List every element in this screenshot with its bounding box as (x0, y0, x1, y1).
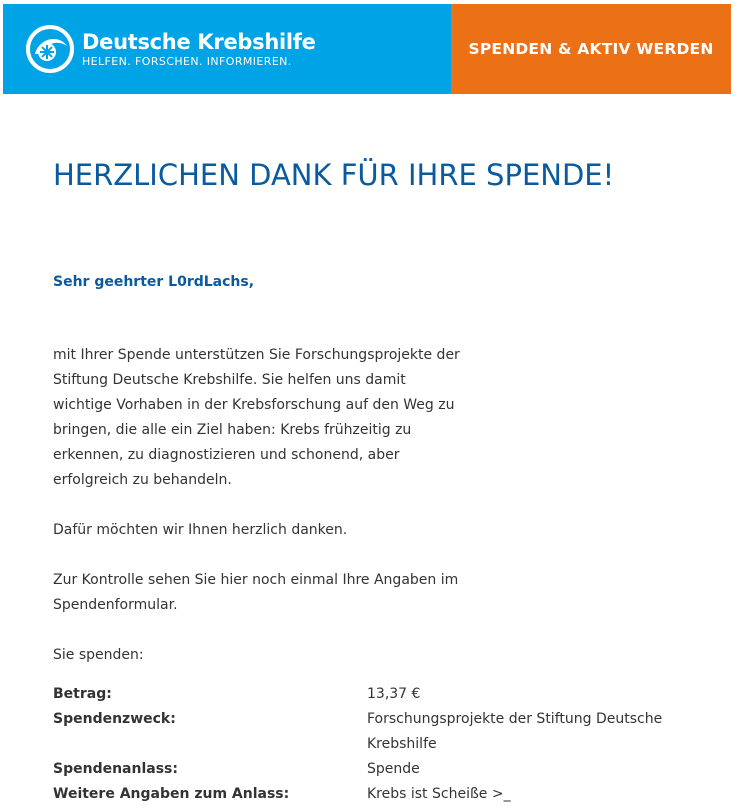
detail-label: Weitere Angaben zum Anlass: (53, 786, 290, 802)
brand-name: Deutsche Krebshilfe (82, 29, 316, 54)
detail-row-purpose (53, 707, 693, 757)
krebshilfe-logo-icon (25, 24, 75, 74)
donation-intro: Sie spenden: (53, 647, 144, 663)
review-note: Zur Kontrolle sehen Sie hier noch einmal Ihre Angaben im Spendenformular. (53, 572, 459, 613)
detail-row-occasion (53, 757, 693, 782)
detail-label: Spendenzweck: (53, 711, 176, 727)
detail-label: Spendenanlass: (53, 761, 178, 777)
thank-you-paragraph: mit Ihrer Spende unterstützen Sie Forschungsprojekte der Stiftung Deutsche Krebshilfe. Sie helfen uns damit wichtige Vorhaben in der Krebsforschung auf den Weg zu bringen, die alle ein Ziel haben: Krebs frühzeitig zu erkennen, zu diagnostizieren und schonend, aber erfolgreich zu behandeln. (53, 347, 460, 488)
brand-logo-area[interactable] (3, 4, 451, 94)
donate-and-engage-button[interactable]: SPENDEN & AKTIV WERDEN (451, 4, 731, 94)
detail-value: Krebs ist Scheiße >_ (367, 786, 511, 802)
email-header (3, 4, 731, 94)
page-title: HERZLICHEN DANK FÜR IHRE SPENDE! (53, 158, 615, 192)
salutation: Sehr geehrter L0rdLachs, (53, 274, 255, 290)
detail-value: Spende (367, 761, 420, 777)
detail-row-amount (53, 682, 693, 707)
detail-value: 13,37 € (367, 686, 421, 702)
brand-tagline: HELFEN. FORSCHEN. INFORMIEREN. (82, 54, 292, 68)
thanks-sentence: Dafür möchten wir Ihnen herzlich danken. (53, 522, 348, 538)
donation-details-table (53, 682, 693, 807)
detail-label: Betrag: (53, 686, 112, 702)
detail-value: Forschungsprojekte der Stiftung Deutsche Krebshilfe (367, 711, 663, 752)
detail-row-occasion-notes (53, 782, 693, 807)
